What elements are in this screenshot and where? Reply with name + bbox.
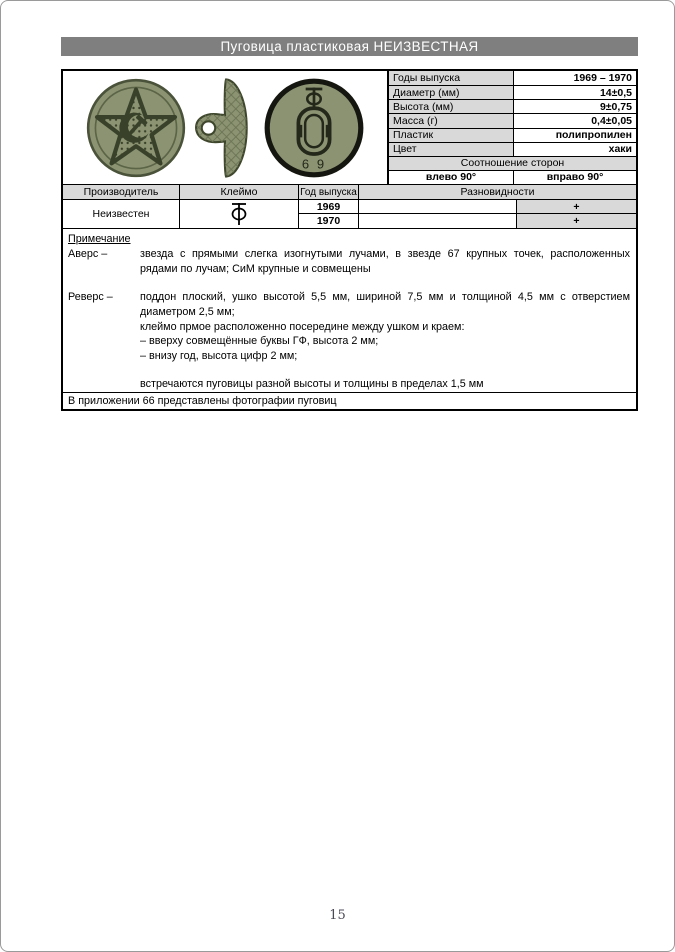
revers-line: поддон плоский, ушко высотой 5,5 мм, шириной 7,5 мм и толщиной 4,5 мм с отверстием диаметром 2,5 мм; <box>140 291 630 318</box>
year-cell: 1969 <box>298 199 358 213</box>
button-front-star-image <box>84 76 188 180</box>
variety-plus-cell: + <box>516 199 636 213</box>
variety-cell <box>358 213 516 227</box>
avers-label: Аверс – <box>68 248 108 261</box>
revers-line: – внизу год, высота цифр 2 мм; <box>140 349 298 362</box>
col-header-varieties: Разновидности <box>358 185 636 199</box>
page-title: Пуговица пластиковая НЕИЗВЕСТНАЯ <box>61 37 638 56</box>
revers-label: Реверс – <box>68 291 113 304</box>
manufacturer-cell: Неизвестен <box>63 199 179 227</box>
variety-plus-cell: + <box>516 213 636 227</box>
spec-label: Диаметр (мм) <box>389 85 513 99</box>
revers-note <box>68 290 630 391</box>
top-section <box>63 71 636 184</box>
maker-table <box>63 184 636 228</box>
aspect-left: влево 90° <box>389 170 513 184</box>
avers-note <box>68 247 630 276</box>
button-side-profile-image <box>194 76 256 180</box>
aspect-ratio-header: Соотношение сторон <box>389 156 636 170</box>
revers-line: встречаются пуговицы разной высоты и толщины в пределах 1,5 мм <box>140 378 484 391</box>
spec-label: Масса (г) <box>389 113 513 127</box>
gf-monogram-stamp-icon <box>228 201 250 227</box>
button-photos-panel <box>63 71 389 184</box>
spec-value: 9±0,75 <box>513 99 636 113</box>
spec-label: Пластик <box>389 128 513 142</box>
shank-hole <box>202 121 215 134</box>
spec-value: 0,4±0,05 <box>513 113 636 127</box>
spec-value: 14±0,5 <box>513 85 636 99</box>
col-header-year: Год выпуска <box>298 185 358 199</box>
button-spec-card <box>61 69 638 411</box>
avers-text: звезда с прямыми слегка изогнутыми лучами, в звезде 67 крупных точек, расположенных рядами по лучам; СиМ крупные и совмещены <box>140 248 630 275</box>
spec-value: полипропилен <box>513 128 636 142</box>
revers-line: клеймо прмое расположенно посередине между ушком и краем: <box>140 320 465 333</box>
spec-label: Высота (мм) <box>389 99 513 113</box>
stamp-cell <box>179 199 298 227</box>
appendix-note: В приложении 66 представлены фотографии пуговиц <box>63 392 636 409</box>
year-cell: 1970 <box>298 213 358 227</box>
revers-line: – вверху совмещённые буквы ГФ, высота 2 мм; <box>140 335 379 348</box>
col-header-stamp: Клеймо <box>179 185 298 199</box>
variety-cell <box>358 199 516 213</box>
aspect-right: вправо 90° <box>513 170 636 184</box>
notes-heading: Примечание <box>68 232 131 245</box>
back-year-mark: 6 9 <box>301 156 327 172</box>
page-number: 15 <box>329 908 346 923</box>
spec-label: Цвет <box>389 142 513 156</box>
spec-value: хаки <box>513 142 636 156</box>
button-back-shank-image <box>262 76 366 180</box>
spec-label: Годы выпуска <box>389 71 513 85</box>
notes-section <box>63 228 636 392</box>
spec-table <box>389 71 636 184</box>
spec-value: 1969 – 1970 <box>513 71 636 85</box>
col-header-manufacturer: Производитель <box>63 185 179 199</box>
